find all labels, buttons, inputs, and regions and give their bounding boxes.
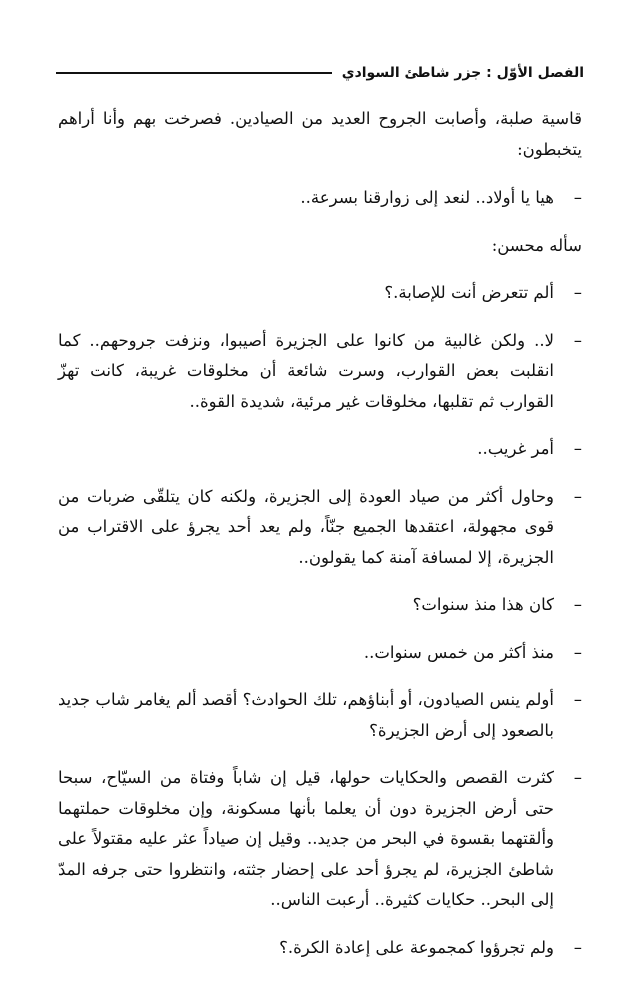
dialogue-text: ولم تجرؤوا كمجموعة على إعادة الكرة.؟ — [279, 937, 554, 957]
running-header — [56, 62, 584, 84]
dialogue-line — [58, 763, 582, 916]
header-rule — [56, 72, 332, 74]
dialogue-line — [58, 183, 582, 214]
dialogue-dash: – — [573, 439, 582, 458]
dialogue-dash: – — [573, 330, 582, 350]
dialogue-dash: – — [573, 283, 582, 302]
body-text — [58, 104, 582, 980]
dialogue-dash: – — [573, 768, 582, 787]
dialogue-dash: – — [573, 937, 582, 957]
narration-line: سأله محسن: — [491, 235, 582, 255]
dialogue-line — [58, 590, 582, 621]
dialogue-line — [58, 482, 582, 574]
dialogue-text: هيا يا أولاد.. لنعد إلى زوارقنا بسرعة.. — [300, 188, 554, 207]
chapter-title: الفصل الأوّل : جزر شاطئ السوادي — [341, 65, 584, 81]
dialogue-line — [58, 933, 582, 964]
dialogue-text: كثرت القصص والحكايات حولها، قيل إن شاباً وفتاة من السيّاح، سبحا حتى أرض الجزيرة دون أن يعلما بأنها مسكونة، وإن مخلوقات حملتهما وألقتهما بقسوة في البحر من جديد.. وقيل إن صياداً عثر عليه مقتولاً على شاطئ الجزيرة، لم يجرؤ أحد على إحضار جثته، وانتظروا حتى جرفه المدّ إلى البحر.. حكايات كثيرة.. أرعبت الناس.. — [58, 768, 554, 909]
dialogue-text: وحاول أكثر من صياد العودة إلى الجزيرة، ولكنه كان يتلقّى ضربات من قوى مجهولة، اعتقدها الجميع جنّاً، ولم يعد أحد يجرؤ على الاقتراب من الجزيرة، إلا لمسافة آمنة كما يقولون.. — [58, 486, 554, 567]
dialogue-dash: – — [573, 690, 582, 709]
dialogue-line — [58, 434, 582, 465]
dialogue-text: أولم ينس الصيادون، أو أبناؤهم، تلك الحوادث؟ أقصد ألم يغامر شاب جديد بالصعود إلى أرض الجزيرة؟ — [58, 690, 554, 740]
dialogue-text: لا.. ولكن غالبية من كانوا على الجزيرة أصيبوا، ونزفت جروحهم.. كما انقلبت بعض القوارب، وسرت شائعة أن مخلوقات غريبة، كانت تهزّ القوارب ثم تقلبها، مخلوقات غير مرئية، شديدة القوة.. — [58, 330, 554, 411]
dialogue-line — [58, 278, 582, 309]
dialogue-dash: – — [573, 188, 582, 207]
dialogue-text: أمر غريب.. — [477, 439, 554, 458]
dialogue-line — [58, 638, 582, 669]
dialogue-text: ألم تتعرض أنت للإصابة.؟ — [384, 283, 554, 302]
dialogue-line — [58, 685, 582, 746]
dialogue-dash: – — [573, 642, 582, 662]
opening-paragraph: قاسية صلبة، وأصابت الجروح العديد من الصيادين. فصرخت بهم وأنا أراهم يتخبطون: — [58, 109, 582, 159]
dialogue-text: كان هذا منذ سنوات؟ — [412, 595, 554, 614]
dialogue-text: منذ أكثر من خمس سنوات.. — [363, 642, 554, 662]
dialogue-dash: – — [573, 595, 582, 614]
dialogue-dash: – — [573, 486, 582, 506]
dialogue-line — [58, 326, 582, 418]
